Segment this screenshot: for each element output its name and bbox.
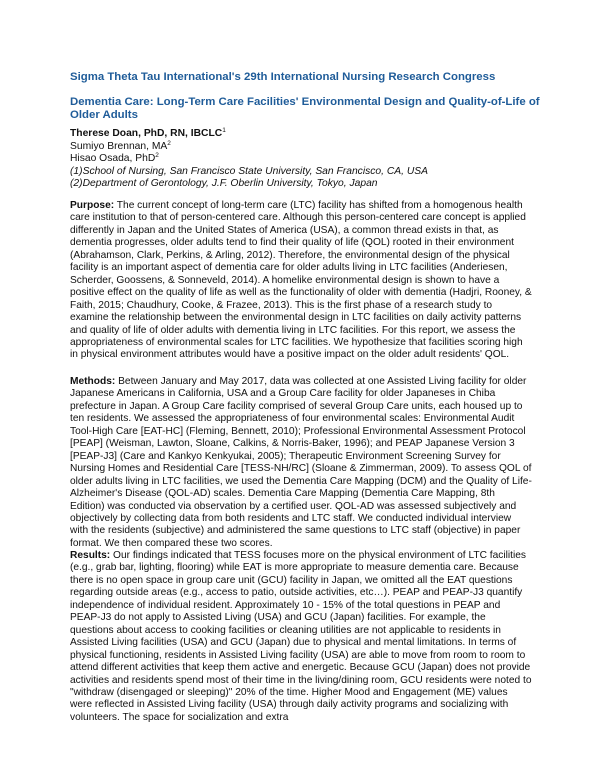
author-second <box>70 141 540 154</box>
purpose-text: The current concept of long-term care (LTC) facility has shifted from a homogenous health care institution to that of person-centered care. Although this person-centered care concept is applied differently in Japan and the United States of America (USA), a common thread exists in that, as dementia progresses, older adults tend to find their quality of life (QOL) rooted in their environment (Abrahamson, Clark, Perkins, & Arling, 2012). Therefore, the environmental design of the physical facility is an important aspect of dementia care for older adults living in LTC facilities (Anderiesen, Scherder, Goossens, & Sonneveld, 2014). A homelike environmental design is shown to have a positive effect on the quality of life as well as the functionality of older with dementia (Hadjri, Rooney, & Faith, 2015; Chaudhury, Cooke, & Frazee, 2013). This is the first phase of a research study to examine the relationship between the environmental design in LTC facilities on daily activity patterns and quality of life of older adults with dementia living in LTC facilities. For this report, we assess the appropriateness of environmental scales for LTC facilities. We hypothesize that facilities scoring high in physical environment attributes would have a positive impact on the older adult residents' QOL. <box>70 200 532 361</box>
results-text: Our findings indicated that TESS focuses more on the physical environment of LTC facilities (e.g., grab bar, lighting, flooring) while EAT is more appropriate to measure dementia care. Because there is no open space in group care unit (GCU) facility in Japan, we omitted all the EAT questions regarding outside areas (e.g., access to patio, outside activities, etc…). PEAP and PEAP-J3 quantify independence of individual resident. Approximately 10 - 15% of the total questions in PEAP and PEAP-J3 do not apply to Assisted Living (USA) and GCU (Japan) facilities. For example, the questions about access to cooking facilities or cleaning utilities are not applicable to residents in Assisted Living facilities (USA) and GCU (Japan) due to physical and mental limitations. In terms of physical functioning, residents in Assisted Living facility (USA) are able to move from room to room to attend different activities that keep them active and energetic. Because GCU (Japan) does not provide activities and residents spend most of their time in the living/dining room, GCU residents were noted to "withdraw (disengaged or sleeping)" 20% of the time. Higher Mood and Engagement (ME) values were reflected in Assisted Living facility (USA) through daily activity programs and socializing with volunteers. The space for socialization and extra <box>70 550 532 723</box>
conference-name: Sigma Theta Tau International's 29th International Nursing Research Congress <box>70 71 496 83</box>
methods-heading: Methods: <box>70 376 116 387</box>
author-third-name: Hisao Osada, PhD <box>70 153 156 165</box>
author-third-sup: 2 <box>155 152 159 160</box>
affiliation-1: (1)School of Nursing, San Francisco State University, San Francisco, CA, USA <box>70 165 429 177</box>
paper-title: Dementia Care: Long-Term Care Facilities' Environmental Design and Quality-of-Life of Older Adults <box>70 96 540 121</box>
purpose-heading: Purpose: <box>70 200 115 211</box>
methods-text: Between January and May 2017, data was collected at one Assisted Living facility for older Japanese Americans in California, USA and a Group Care facility for older Japaneses in Chiba prefecture in Japan. A Group Care facility comprised of several Group Care units, each housed up to ten residents. We assessed the appropriateness of four environmental scales: Environmental Audit Tool-High Care [EAT-HC] (Fleming, Bennett, 2010); Professional Environmental Assessment Protocol [PEAP] (Weisman, Lawton, Sloane, Calkins, & Norris-Baker, 1996); and PEAP Japanese Version 3 [PEAP-J3] (Care and Kankyo Kenkyukai, 2005); Therapeutic Environment Screening Survey for Nursing Homes and Residential Care [TESS-NH/RC] (Sloane & Zimmerman, 2009). To assess QOL of older adults living in LTC facilities, we used the Dementia Care Mapping (DCM) and the Quality of Life-Alzheimer's Disease (QOL-AD) scales. Dementia Care Mapping (Dementia Care Mapping, 8th Edition) was conducted via observation by a certified user. QOL-AD was assessed subjectively and objectively by collecting data from both residents and LTC staff. We conducted individual interview with the residents (subjective) and administered the same questions to LTC staff (objective) in paper format. We then compared these two scores. <box>70 376 532 549</box>
author-second-sup: 2 <box>167 139 171 147</box>
author-lead-sup: 1 <box>222 127 226 134</box>
author-second-name: Sumiyo Brennan, MA <box>70 140 168 152</box>
author-lead <box>70 128 540 141</box>
author-block <box>70 128 540 191</box>
affiliation-2: (2)Department of Gerontology, J.F. Oberlin University, Tokyo, Japan <box>70 178 378 190</box>
author-lead-name: Therese Doan, PhD, RN, IBCLC <box>70 128 223 139</box>
purpose-paragraph <box>70 200 532 362</box>
author-third <box>70 153 540 166</box>
results-heading: Results: <box>70 550 111 561</box>
results-paragraph <box>70 550 532 724</box>
methods-paragraph <box>70 376 532 550</box>
